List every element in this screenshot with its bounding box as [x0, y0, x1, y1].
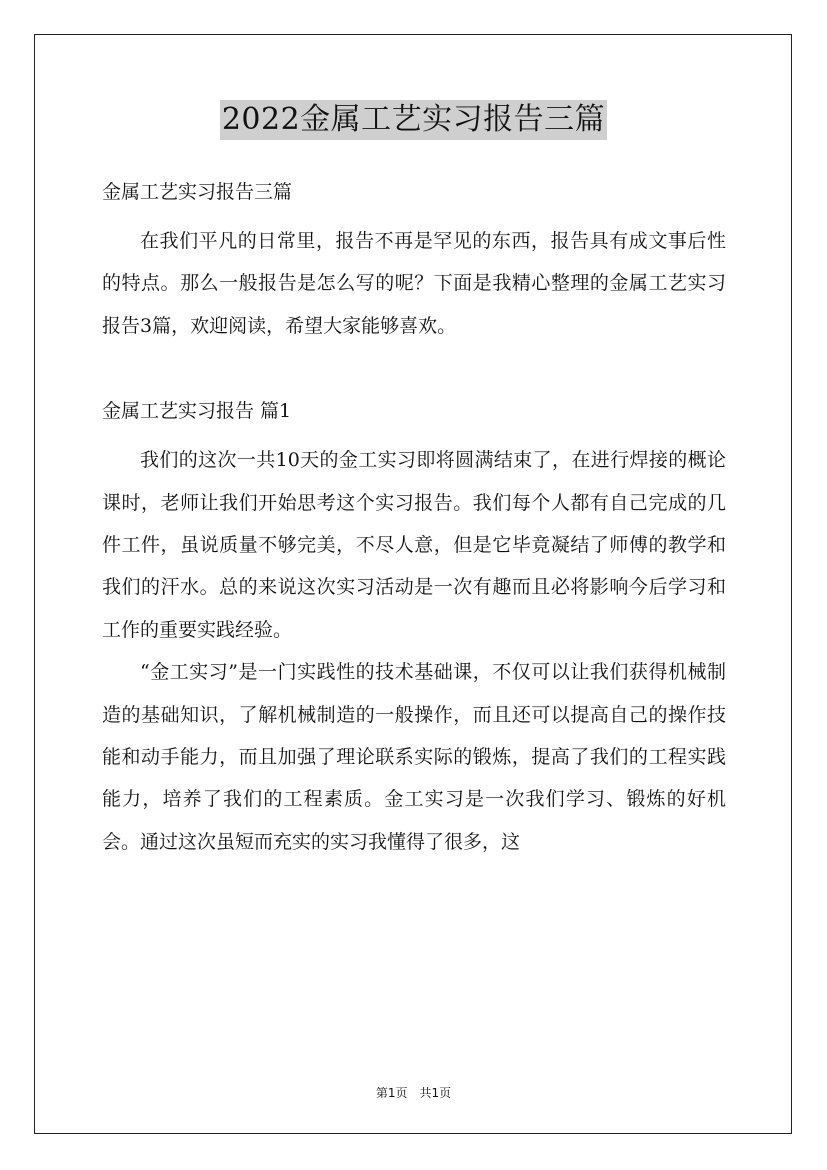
page-number-footer: 第1页 共1页: [375, 1086, 452, 1100]
section-heading: 金属工艺实习报告 篇1: [102, 400, 292, 423]
document-body: [102, 174, 726, 863]
title-container: [0, 100, 827, 140]
intro-paragraph: 在我们平凡的日常里，报告不再是罕见的东西，报告具有成文事后性的特点。那么一般报告是怎么写的呢？下面是我精心整理的金属工艺实习报告3篇，欢迎阅读，希望大家能够喜欢。: [102, 230, 726, 337]
document-subtitle: 金属工艺实习报告三篇: [102, 181, 293, 203]
document-title: 2022金属工艺实习报告三篇: [220, 100, 607, 140]
body-paragraph: 我们的这次一共10天的金工实习即将圆满结束了，在进行焊接的概论课时，老师让我们开始思考这个实习报告。我们每个人都有自己完成的几件工件，虽说质量不够完美，不尽人意，但是它毕竟凝结了师傅的教学和我们的汗水。总的来说这次实习活动是一次有趣而且必将影响今后学习和工作的重要实践经验。: [102, 449, 726, 641]
section-spacer: [102, 347, 726, 393]
body-paragraph: “金工实习”是一门实践性的技术基础课，不仅可以让我们获得机械制造的基础知识，了解机械制造的一般操作，而且还可以提高自己的操作技能和动手能力，而且加强了理论联系实际的锻炼，提高了我们的工程实践能力，培养了我们的工程素质。金工实习是一次我们学习、锻炼的好机会。通过这次虽短而充实的实习我懂得了很多，这: [102, 661, 726, 853]
